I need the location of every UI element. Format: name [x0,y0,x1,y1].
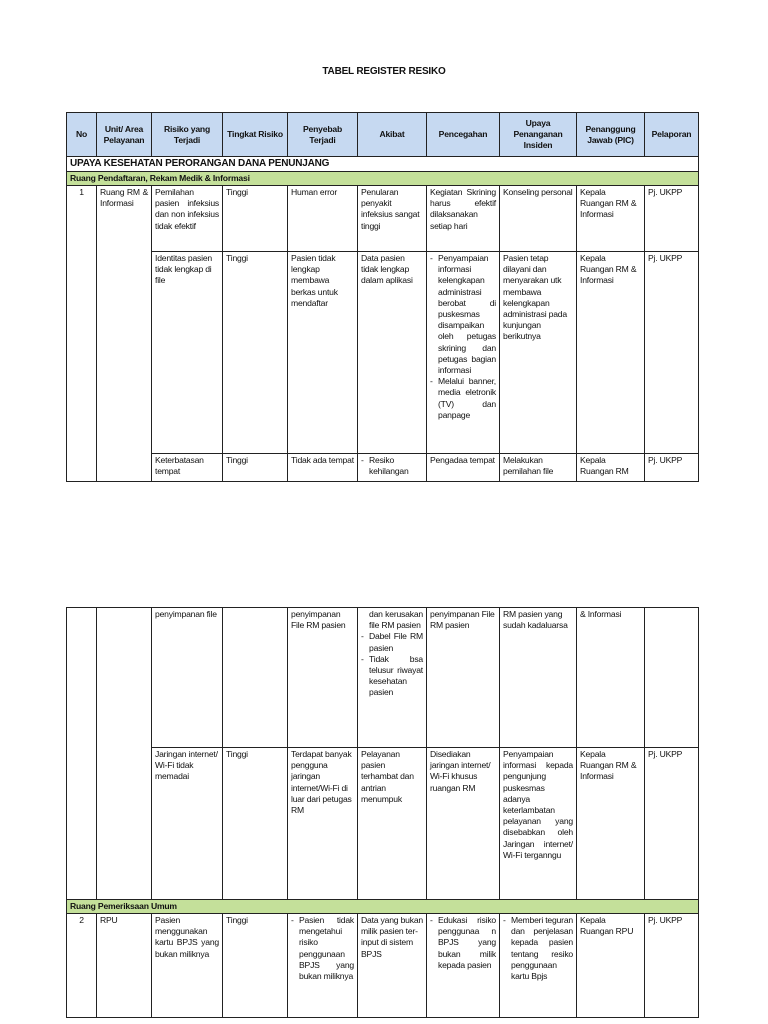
akibat-item: - Resiko kehilangan [361,455,423,477]
header-pic: Penanggung Jawab (PIC) [577,113,645,157]
header-tingkat: Tingkat Risiko [223,113,288,157]
header-unit: Unit/ Area Pelayanan [97,113,152,157]
akibat-item: - Dabel File RM pasien [361,631,423,653]
cell-pelaporan [645,608,699,748]
table-row [67,252,699,454]
cell-tingkat: Tinggi [223,454,288,482]
cell-akibat: Penularan penyakit infeksius sangat tinggi [358,186,427,252]
cell-penyebab: Pasien tidak lengkap membawa berkas untuk mendaftar [288,252,358,454]
cell-pencegahan: Kegiatan Skrining harus efektif dilaksanakan setiap hari [427,186,500,252]
risk-register-table-part-1 [66,112,699,482]
cell-pic: Kepala Ruangan RPU [577,914,645,1018]
subsection-row [67,172,699,186]
header-upaya: Upaya Penanganan Insiden [500,113,577,157]
subsection-row [67,900,699,914]
cell-risiko: Pemilahan pasien infeksius dan non infeksius tidak efektif [152,186,223,252]
cell-upaya: Melakukan pemilahan file [500,454,577,482]
cell-risiko: penyimpanan file [152,608,223,748]
table-row [67,186,699,252]
cell-pencegahan: Pengadaa tempat [427,454,500,482]
cell-unit: Ruang RM & Informasi [97,186,152,482]
cell-penyebab: penyimpanan File RM pasien [288,608,358,748]
cell-akibat: Pelayanan pasien terhambat dan antrian menumpuk [358,748,427,900]
upaya-item: - Memberi teguran dan penjelasan kepada pasien tentang resiko penggunaan kartu Bpjs [503,915,573,982]
subsection-pendaftaran: Ruang Pendaftaran, Rekam Medik & Informasi [67,172,699,186]
document-title: TABEL REGISTER RESIKO [322,66,446,77]
cell-risiko: Identitas pasien tidak lengkap di file [152,252,223,454]
cell-pelaporan: Pj. UKPP [645,748,699,900]
cell-tingkat: Tinggi [223,914,288,1018]
pencegahan-item: - Edukasi risiko penggunaa n BPJS yang bukan milik kepada pasien [430,915,496,971]
table-row [67,748,699,900]
cell-upaya: RM pasien yang sudah kadaluarsa [500,608,577,748]
cell-no: 2 [67,914,97,1018]
cell-pencegahan [427,252,500,454]
section-title: UPAYA KESEHATAN PERORANGAN DANA PENUNJANG [67,157,699,172]
cell-tingkat: Tinggi [223,186,288,252]
cell-penyebab: Terdapat banyak pengguna jaringan internet/Wi-Fi di luar dari petugas RM [288,748,358,900]
cell-penyebab: Tidak ada tempat [288,454,358,482]
cell-tingkat: Tinggi [223,748,288,900]
cell-upaya [500,914,577,1018]
cell-unit: RPU [97,914,152,1018]
cell-no: 1 [67,186,97,482]
cell-pencegahan [427,914,500,1018]
table-row [67,454,699,482]
penyebab-item: - Pasien tidak mengetahui risiko penggunaan BPJS yang bukan miliknya [291,915,354,982]
cell-akibat: Data pasien tidak lengkap dalam aplikasi [358,252,427,454]
cell-pic: Kepala Ruangan RM & Informasi [577,252,645,454]
table-row [67,608,699,748]
cell-pencegahan: penyimpanan File RM pasien [427,608,500,748]
cell-akibat [358,454,427,482]
cell-tingkat: Tinggi [223,252,288,454]
cell-pelaporan: Pj. UKPP [645,454,699,482]
cell-pic: Kepala Ruangan RM [577,454,645,482]
akibat-item: - Tidak bsa telusur riwayat kesehatan pasien [361,654,423,699]
table-row [67,914,699,1018]
cell-unit [97,608,152,900]
akibat-continuation: dan kerusakan file RM pasien [369,609,423,631]
section-row [67,157,699,172]
cell-penyebab: Human error [288,186,358,252]
header-penyebab: Penyebab Terjadi [288,113,358,157]
pencegahan-item: - Penyampaian informasi kelengkapan administrasi berobat di puskesmas disampaikan oleh petugas skrining dan petugas bagian informasi [430,253,496,376]
risk-register-table-part-2 [66,607,699,1018]
header-pencegahan: Pencegahan [427,113,500,157]
cell-upaya: Pasien tetap dilayani dan menyarakan utk membawa kelengkapan administrasi pada kunjungan berikutnya [500,252,577,454]
cell-akibat [358,608,427,748]
cell-pelaporan: Pj. UKPP [645,252,699,454]
cell-upaya: Konseling personal [500,186,577,252]
cell-tingkat [223,608,288,748]
cell-pencegahan: Disediakan jaringan internet/ Wi-Fi khusus ruangan RM [427,748,500,900]
cell-risiko: Pasien menggunakan kartu BPJS yang bukan miliknya [152,914,223,1018]
cell-akibat: Data yang bukan milik pasien ter-input di sistem BPJS [358,914,427,1018]
cell-risiko: Jaringan internet/ Wi-Fi tidak memadai [152,748,223,900]
cell-pic: Kepala Ruangan RM & Informasi [577,186,645,252]
subsection-pemeriksaan-umum: Ruang Pemeriksaan Umum [67,900,699,914]
cell-penyebab [288,914,358,1018]
cell-pic: & Informasi [577,608,645,748]
cell-upaya: Penyampaian informasi kepada pengunjung puskesmas adanya keterlambatan pelayanan yang disebabkan oleh Jaringan internet/ Wi-Fi terganngu [500,748,577,900]
cell-pelaporan: Pj. UKPP [645,914,699,1018]
header-risiko: Risiko yang Terjadi [152,113,223,157]
table-header-row [67,113,699,157]
header-akibat: Akibat [358,113,427,157]
cell-no [67,608,97,900]
header-no: No [67,113,97,157]
cell-pelaporan: Pj. UKPP [645,186,699,252]
header-pelaporan: Pelaporan [645,113,699,157]
cell-risiko: Keterbatasan tempat [152,454,223,482]
cell-pic: Kepala Ruangan RM & Informasi [577,748,645,900]
pencegahan-item: - Melalui banner, media eletronik (TV) dan panpage [430,376,496,421]
